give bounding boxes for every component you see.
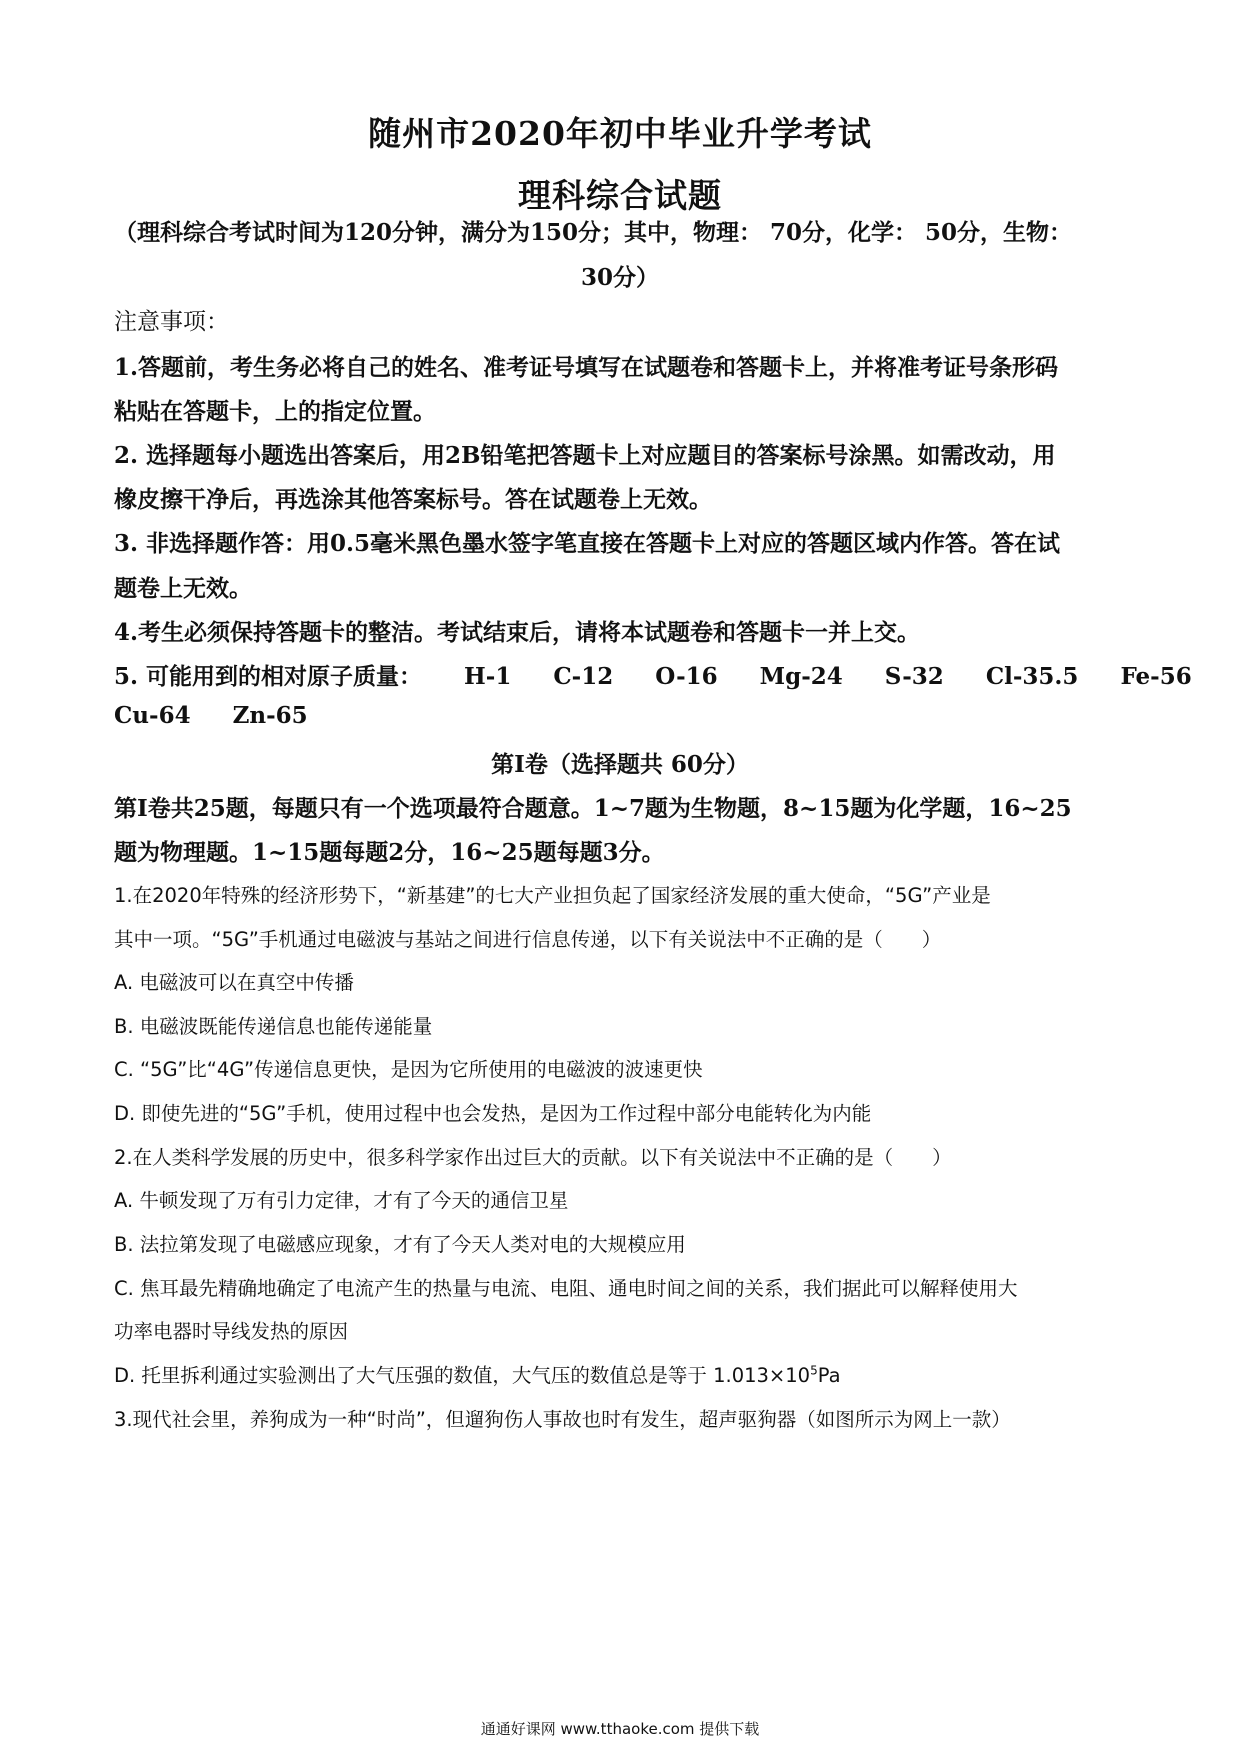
section-intro-line2: 题为物理题。1~15题每题2分，16~25题每题3分。 [114,839,665,866]
question-2-option-c-line1: C. 焦耳最先精确地确定了电流产生的热量与电流、电阻、通电时间之间的关系，我们据此可以解释使用大 [114,1277,1018,1300]
atomic-mass-item: S-32 [884,663,944,690]
question-1-option-c: C. “5G”比“4G”传递信息更快，是因为它所使用的电磁波的波速更快 [114,1058,703,1081]
atomic-mass-label: 5. 可能用到的相对原子质量： [114,663,423,690]
notices-heading: 注意事项： [114,309,229,335]
question-2-line1: 2.在人类科学发展的历史中，很多科学家作出过巨大的贡献。以下有关说法中不正确的是（ ） [114,1146,952,1169]
question-2-option-d-exponent: 5 [810,1363,818,1378]
notice-item-1-line2: 粘贴在答题卡，上的指定位置。 [114,398,436,425]
question-2-option-d [114,1360,1124,1388]
question-1-line2: 其中一项。“5G”手机通过电磁波与基站之间进行信息传递，以下有关说法中不正确的是（ ） [114,928,942,951]
atomic-mass-row-1 [114,658,1192,691]
atomic-mass-item: H-1 [464,663,512,690]
atomic-mass-item: Fe-56 [1120,663,1192,690]
question-2-option-d-unit: Pa [817,1364,841,1387]
section-intro-line1: 第Ⅰ卷共25题，每题只有一个选项最符合题意。1~7题为生物题，8~15题为化学题，16~25 [114,795,1072,822]
exam-info-line2: 30分） [580,264,659,291]
atomic-mass-item: Cl-35.5 [985,663,1079,690]
exam-info-line1: （理科综合考试时间为120分钟，满分为150分；其中，物理： 70分，化学： 50分，生物： [114,219,1073,246]
atomic-mass-item: Zn-65 [232,702,308,729]
atomic-mass-item: O-16 [655,663,718,690]
question-1-option-b: B. 电磁波既能传递信息也能传递能量 [114,1015,433,1038]
question-2-option-d-text: D. 托里拆利通过实验测出了大气压强的数值，大气压的数值总是等于 1.013×10 [114,1364,811,1387]
notice-item-2-line2: 橡皮擦干净后，再选涂其他答案标号。答在试题卷上无效。 [114,486,712,513]
exam-title: 随州市2020年初中毕业升学考试 [368,114,872,153]
atomic-mass-row-2 [114,702,1124,729]
atomic-mass-item: Cu-64 [114,702,191,729]
question-3-line1: 3.现代社会里，养狗成为一种“时尚”，但遛狗伤人事故也时有发生，超声驱狗器（如图所示为网上一款） [114,1408,1011,1431]
atomic-mass-item: C-12 [553,663,614,690]
question-1-line1: 1.在2020年特殊的经济形势下，“新基建”的七大产业担负起了国家经济发展的重大使命，“5G”产业是 [114,884,991,907]
notice-item-4: 4.考生必须保持答题卡的整洁。考试结束后，请将本试题卷和答题卡一并上交。 [114,619,921,646]
footer-watermark: 通通好课网 www.tthaoke.com 提供下载 [480,1720,760,1738]
question-2-option-c-line2: 功率电器时导线发热的原因 [114,1320,349,1343]
notice-item-1-line1: 1.答题前，考生务必将自己的姓名、准考证号填写在试题卷和答题卡上，并将准考证号条形码 [114,354,1059,381]
notice-item-3-line2: 题卷上无效。 [114,575,252,602]
section-heading: 第Ⅰ卷（选择题共 60分） [491,751,749,778]
question-1-option-a: A. 电磁波可以在真空中传播 [114,971,354,994]
notice-item-2-line1: 2. 选择题每小题选出答案后，用2B铅笔把答题卡上对应题目的答案标号涂黑。如需改动，用 [114,442,1056,469]
question-2-option-b: B. 法拉第发现了电磁感应现象，才有了今天人类对电的大规模应用 [114,1233,686,1256]
notice-item-3-line1: 3. 非选择题作答：用0.5毫米黑色墨水签字笔直接在答题卡上对应的答题区域内作答。答在试 [114,530,1061,557]
exam-subtitle: 理科综合试题 [518,176,722,215]
question-2-option-a: A. 牛顿发现了万有引力定律，才有了今天的通信卫星 [114,1189,569,1212]
question-1-option-d: D. 即使先进的“5G”手机，使用过程中也会发热，是因为工作过程中部分电能转化为内能 [114,1102,872,1125]
atomic-mass-item: Mg-24 [759,663,843,690]
